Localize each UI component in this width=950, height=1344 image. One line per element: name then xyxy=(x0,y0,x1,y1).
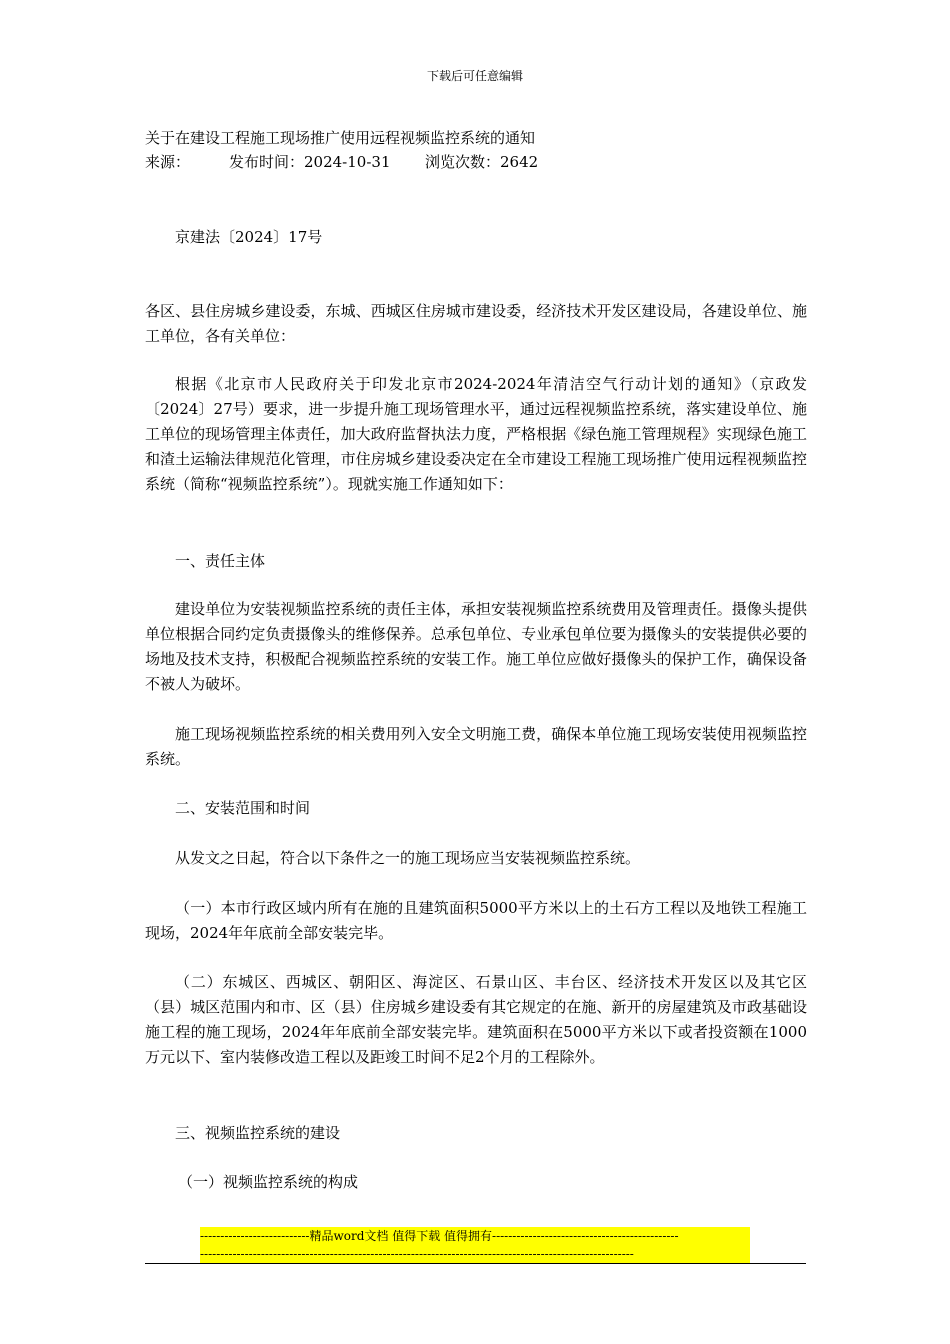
footer-banner-line-2: ----------------------------------------------------------------------------------------------------------- xyxy=(200,1247,634,1261)
document-title: 关于在建设工程施工现场推广使用远程视频监控系统的通知 xyxy=(145,129,536,147)
footer-banner-line-1: ---------------------------精品word文档 值得下载 值得拥有---------------------------------------------- xyxy=(200,1229,679,1243)
meta-view-count: 浏览次数：2642 xyxy=(425,153,539,171)
responsibility-paragraph: 建设单位为安装视频监控系统的责任主体，承担安装视频监控系统费用及管理责任。摄像头提供单位根据合同约定负责摄像头的维修保养。总承包单位、专业承包单位要为摄像头的安装提供必要的场地及技术支持，积极配合视频监控系统的安装工作。施工单位应做好摄像头的保护工作，确保设备不被人为破坏。 xyxy=(145,600,807,693)
footer-banner xyxy=(200,1227,750,1263)
cost-paragraph: 施工现场视频监控系统的相关费用列入安全文明施工费，确保本单位施工现场安装使用视频监控系统。 xyxy=(145,725,807,768)
intro-paragraph: 根据《北京市人民政府关于印发北京市2024-2024年清洁空气行动计划的通知》（京政发〔2024〕27号）要求，进一步提升施工现场管理水平，通过远程视频监控系统，落实建设单位、施工单位的现场管理主体责任，加大政府监督执法力度，严格根据《绿色施工管理规程》实现绿色施工和渣土运输法律规范化管理，市住房城乡建设委决定在全市建设工程施工现场推广使用远程视频监控系统（简称“视频监控系统”）。现就实施工作通知如下： xyxy=(145,375,807,493)
section-heading-construction: 三、视频监控系统的建设 xyxy=(175,1124,341,1142)
addressee-paragraph: 各区、县住房城乡建设委，东城、西城区住房城市建设委，经济技术开发区建设局，各建设单位、施工单位，各有关单位： xyxy=(145,302,807,345)
document-meta xyxy=(145,151,538,173)
document-number: 京建法〔2024〕17号 xyxy=(175,228,323,246)
scope-paragraph: 从发文之日起，符合以下条件之一的施工现场应当安装视频监控系统。 xyxy=(175,849,641,867)
scope-item-1: （一）本市行政区域内所有在施的且建筑面积5000平方米以上的土石方工程以及地铁工程施工现场，2024年年底前全部安装完毕。 xyxy=(145,899,807,942)
meta-source-label: 来源： xyxy=(145,153,191,171)
subsection-heading-composition: （一）视频监控系统的构成 xyxy=(178,1173,359,1191)
header-note: 下载后可任意编辑 xyxy=(426,69,523,83)
section-heading-responsibility: 一、责任主体 xyxy=(175,552,266,570)
section-heading-scope: 二、安装范围和时间 xyxy=(175,799,311,817)
scope-item-2: （二）东城区、西城区、朝阳区、海淀区、石景山区、丰台区、经济技术开发区以及其它区（县）城区范围内和市、区（县）住房城乡建设委有其它规定的在施、新开的房屋建筑及市政基础设施工程的施工现场，2024年年底前全部安装完毕。建筑面积在5000平方米以下或者投资额在1000万元以下、室内装修改造工程以及距竣工时间不足2个月的工程除外。 xyxy=(145,973,807,1066)
meta-publish-date: 发布时间：2024-10-31 xyxy=(229,153,391,171)
footer-divider xyxy=(145,1263,806,1264)
